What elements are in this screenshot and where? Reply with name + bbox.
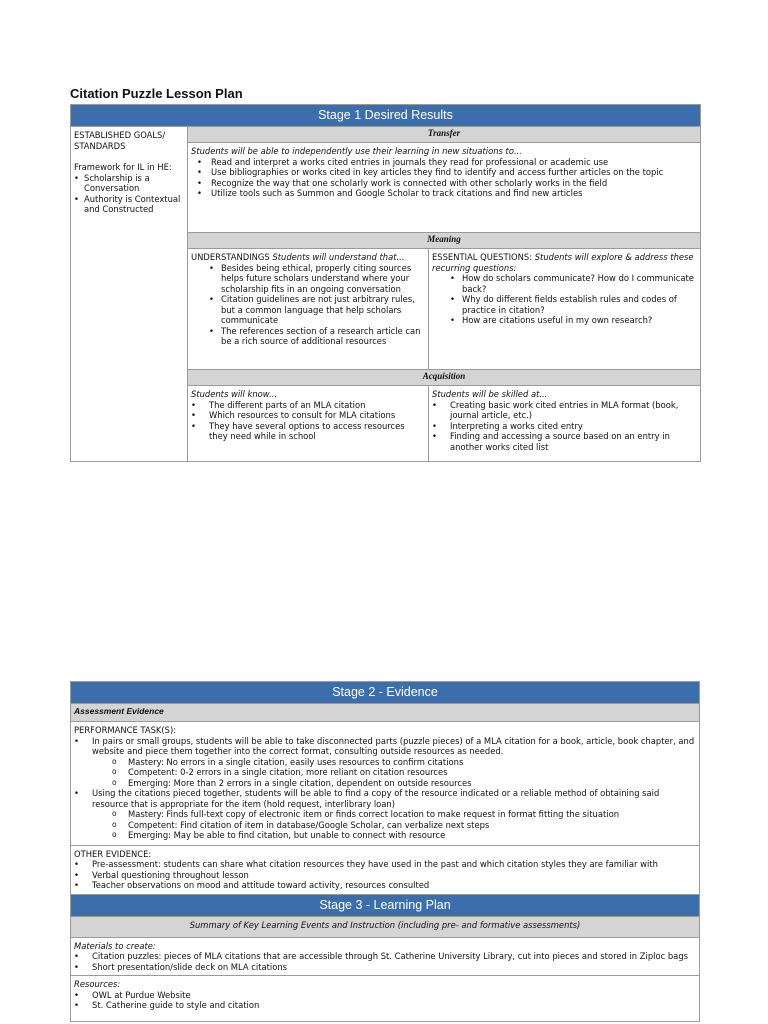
list-item: • Verbal questioning throughout lesson <box>74 870 696 881</box>
stage2-header: Stage 2 - Evidence <box>71 682 700 704</box>
list-item: • Teacher observations on mood and attitude toward activity, resources consulted <box>74 880 696 891</box>
document-title: Citation Puzzle Lesson Plan <box>70 86 243 101</box>
assessment-heading: Assessment Evidence <box>71 704 700 722</box>
questions-intro: Students will explore & address these recurring questions: <box>432 252 694 273</box>
materials-label: Materials to create: <box>74 940 156 951</box>
understandings-label: UNDERSTANDINGS <box>191 252 270 262</box>
list-item: • Short presentation/slide deck on MLA citations <box>74 962 696 973</box>
understandings-cell <box>188 249 429 370</box>
list-item: • Recognize the way that one scholarly work is connected with other scholarly works in the field <box>191 178 697 189</box>
list-item: • Finding and accessing a source based on an entry in another works cited list <box>432 431 697 452</box>
list-item: • Authority is Contextual and Constructed <box>74 194 184 215</box>
list-item: • Use bibliographies or works cited in key articles they find to identify and access further articles on the topic <box>191 167 697 178</box>
task-levels <box>74 757 696 789</box>
list-item: • Utilize tools such as Summon and Google Scholar to track citations and find new articles <box>191 188 697 199</box>
goals-list <box>74 173 184 215</box>
learning-summary: Summary of Key Learning Events and Instruction (including pre- and formative assessments) <box>71 916 700 937</box>
list-item: • They have several options to access resources they need while in school <box>191 421 425 442</box>
list-item: • Citation guidelines are not just arbitrary rules, but a common language that help scholars communicate <box>191 294 425 326</box>
list-item: • Which resources to consult for MLA citations <box>191 410 425 421</box>
goals-cell <box>71 127 188 462</box>
resources-label: Resources: <box>74 979 121 989</box>
acquisition-heading: Acquisition <box>188 370 701 386</box>
questions-cell <box>429 249 701 370</box>
materials-list <box>74 951 696 972</box>
list-item: o Emerging: More than 2 errors in a single citation, dependent on outside resources <box>74 778 696 789</box>
list-item: • Scholarship is a Conversation <box>74 173 184 194</box>
list-item: • How are citations useful in my own research? <box>432 315 697 326</box>
list-item: • Besides being ethical, properly citing sources helps future scholars understand where your scholarship fits in an ongoing conversation <box>191 263 425 295</box>
resources-cell <box>71 976 700 1022</box>
stage3-header: Stage 3 - Learning Plan <box>71 894 700 916</box>
know-list <box>191 400 425 442</box>
performance-list <box>74 736 696 841</box>
list-item: o Competent: 0-2 errors in a single citation, more reliant on citation resources <box>74 767 696 778</box>
list-item <box>74 788 696 841</box>
list-item: • The references section of a research article can be a rich source of additional resources <box>191 326 425 347</box>
know-intro: Students will know... <box>191 389 278 399</box>
skilled-intro: Students will be skilled at... <box>432 389 548 399</box>
transfer-list <box>191 157 697 199</box>
goals-framework: Framework for IL in HE: <box>74 162 172 172</box>
task-text: In pairs or small groups, students will be able to take disconnected parts (puzzle pieces) of a MLA citation for a book, article, book chapter, and website and piece them together into the correct format, consulting outside resources as needed. <box>92 735 695 756</box>
list-item: • St. Catherine guide to style and citation <box>74 1000 696 1011</box>
know-cell <box>188 386 429 462</box>
skilled-list <box>432 400 697 453</box>
list-item: • Pre-assessment: students can share what citation resources they have used in the past and which citation styles they are familiar with <box>74 859 696 870</box>
list-item: • Creating basic work cited entries in MLA format (book, journal article, etc.) <box>432 400 697 421</box>
stage2-table <box>70 681 700 1022</box>
list-item: o Mastery: Finds full-text copy of electronic item or finds correct location to make request in format fitting the situation <box>74 809 696 820</box>
goals-heading: ESTABLISHED GOALS/ STANDARDS <box>74 130 166 151</box>
resources-list <box>74 990 696 1011</box>
other-evidence-label: OTHER EVIDENCE: <box>74 848 152 859</box>
list-item: • Read and interpret a works cited entries in journals they read for professional or academic use <box>191 157 697 168</box>
list-item: o Mastery: No errors in a single citation, easily uses resources to confirm citations <box>74 757 696 768</box>
list-item: • Why do different fields establish rules and codes of practice in citation? <box>432 294 697 315</box>
questions-label: ESSENTIAL QUESTIONS: <box>432 252 533 262</box>
understandings-list <box>191 263 425 347</box>
stage1-table <box>70 104 701 462</box>
other-evidence-cell <box>71 845 700 894</box>
list-item <box>74 736 696 789</box>
other-evidence-list <box>74 859 696 891</box>
meaning-heading: Meaning <box>188 233 701 249</box>
questions-list <box>432 273 697 326</box>
transfer-intro: Students will be able to independently use their learning in new situations to... <box>191 146 522 156</box>
performance-cell <box>71 722 700 846</box>
materials-cell <box>71 937 700 976</box>
list-item: • Citation puzzles: pieces of MLA citations that are accessible through St. Catherine University Library, cut into pieces and stored in Ziploc bags <box>74 951 696 962</box>
list-item: • The different parts of an MLA citation <box>191 400 425 411</box>
list-item: o Competent: Find citation of item in database/Google Scholar, can verbalize next steps <box>74 820 696 831</box>
list-item: o Emerging: May be able to find citation, but unable to connect with resource <box>74 830 696 841</box>
skilled-cell <box>429 386 701 462</box>
list-item: • How do scholars communicate? How do I communicate back? <box>432 273 697 294</box>
stage1-header: Stage 1 Desired Results <box>71 105 701 127</box>
transfer-heading: Transfer <box>188 127 701 143</box>
understandings-intro: Students will understand that... <box>272 252 405 262</box>
list-item: • Interpreting a works cited entry <box>432 421 697 432</box>
list-item: • OWL at Purdue Website <box>74 990 696 1001</box>
task-text: Using the citations pieced together, students will be able to find a copy of the resource indicated or a reliable method of obtaining said resource that is appropriate for the item (hold request, interlibrary loan) <box>92 788 660 809</box>
performance-label: PERFORMANCE TASK(S): <box>74 725 177 735</box>
task-levels <box>74 809 696 841</box>
transfer-cell <box>188 143 701 233</box>
